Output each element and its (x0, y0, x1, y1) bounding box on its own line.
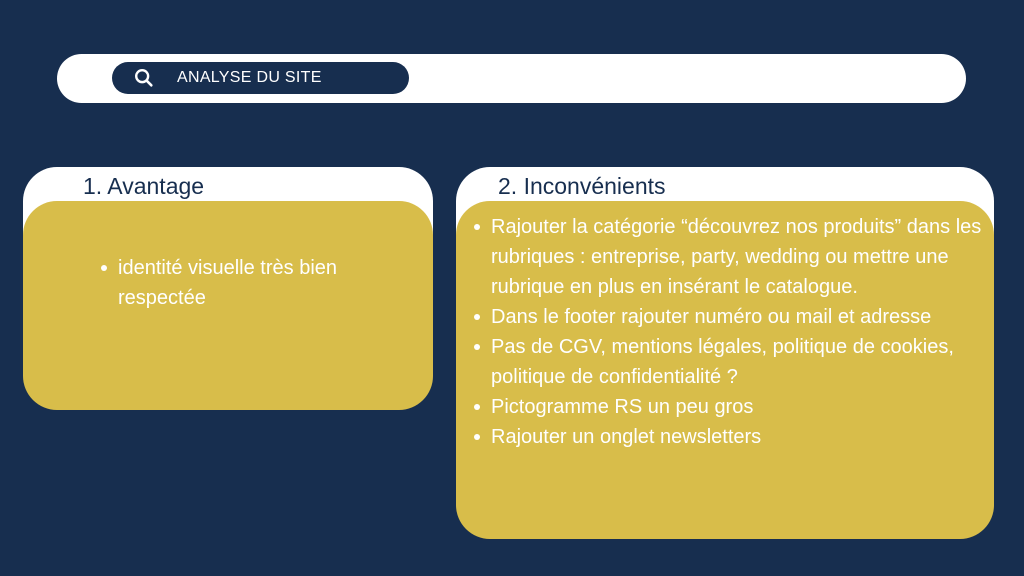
list-item: Rajouter la catégorie “découvrez nos produits” dans les rubriques : entreprise, party, wedding ou mettre une rubrique en plus en insérant le catalogue. (473, 212, 985, 302)
list-item: Rajouter un onglet newsletters (473, 422, 985, 452)
advantage-title: 1. Avantage (83, 173, 205, 199)
advantage-list (100, 253, 400, 313)
disadvantage-list (473, 212, 985, 452)
list-item: identité visuelle très bien respectée (100, 253, 400, 313)
search-label: ANALYSE DU SITE (177, 69, 322, 86)
list-item: Dans le footer rajouter numéro ou mail et adresse (473, 302, 985, 332)
list-item: Pas de CGV, mentions légales, politique de cookies, politique de confidentialité ? (473, 332, 985, 392)
search-pill[interactable] (112, 62, 409, 94)
search-icon (133, 67, 155, 89)
list-item: Pictogramme RS un peu gros (473, 392, 985, 422)
disadvantage-title: 2. Inconvénients (498, 173, 666, 199)
